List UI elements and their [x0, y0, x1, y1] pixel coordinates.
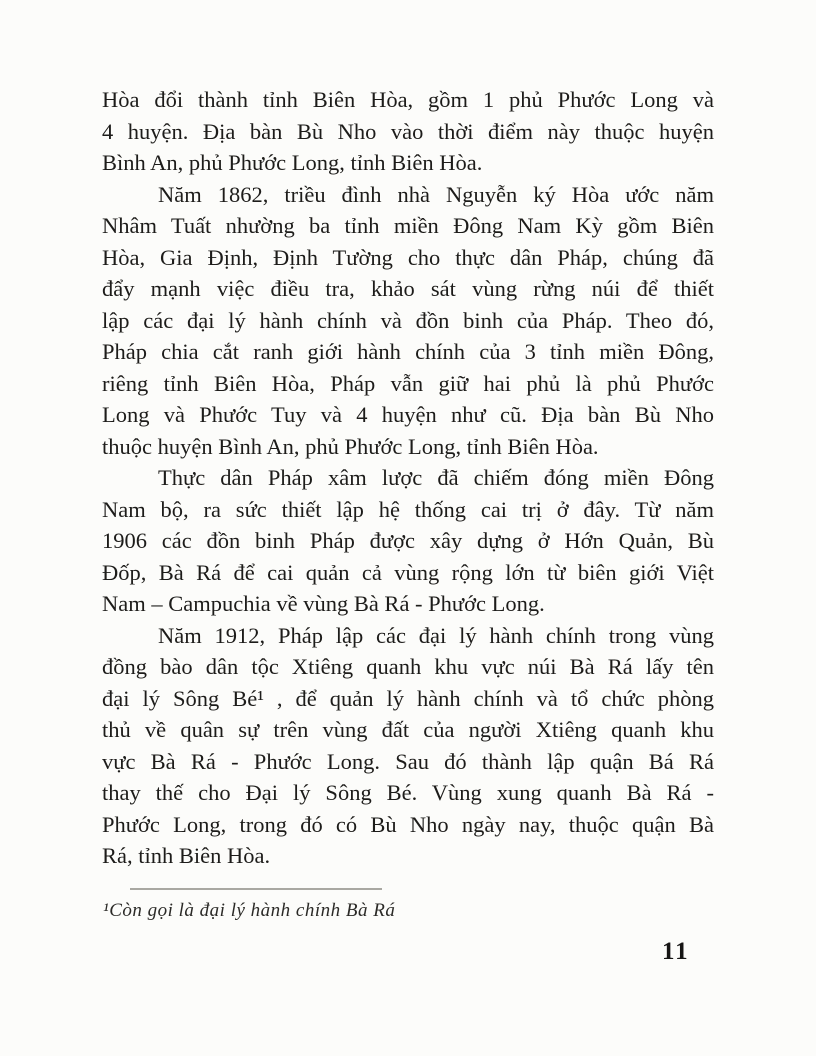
paragraph: [102, 179, 714, 463]
text-line: Phước Long, trong đó có Bù Nho ngày nay, thuộc quận Bà: [102, 811, 714, 837]
text-line: Rá, tỉnh Biên Hòa.: [102, 843, 271, 868]
text-line: Pháp chia cắt ranh giới hành chính của 3 tỉnh miền Đông,: [102, 339, 714, 364]
text-line: Năm 1912, Pháp lập các đại lý hành chính trong vùng: [158, 622, 714, 648]
text-line: riêng tỉnh Biên Hòa, Pháp vẫn giữ hai phủ là phủ Phước: [102, 370, 714, 396]
text-line: Năm 1862, triều đình nhà Nguyễn ký Hòa ước năm: [158, 181, 714, 207]
text-line: 1906 các đồn binh Pháp được xây dựng ở Hớn Quản, Bù: [102, 528, 714, 553]
paragraph: [102, 620, 714, 872]
body-text: [102, 84, 714, 872]
text-line: đồng bào dân tộc Xtiêng quanh khu vực núi Bà Rá lấy tên: [102, 654, 714, 679]
text-line: Nam bộ, ra sức thiết lập hệ thống cai trị ở đây. Từ năm: [102, 496, 714, 522]
text-line: Hòa, Gia Định, Định Tường cho thực dân Pháp, chúng đã: [102, 244, 714, 270]
text-line: Đốp, Bà Rá để cai quản cả vùng rộng lớn từ biên giới Việt: [102, 559, 714, 585]
paragraph: [102, 462, 714, 620]
text-line: Nhâm Tuất nhường ba tỉnh miền Đông Nam Kỳ gồm Biên: [102, 213, 714, 238]
text-line: thay thế cho Đại lý Sông Bé. Vùng xung quanh Bà Rá -: [102, 780, 714, 805]
paragraph: [102, 84, 714, 179]
text-line: thủ về quân sự trên vùng đất của người Xtiêng quanh khu: [102, 717, 714, 742]
page-number: 11: [662, 938, 690, 965]
footnote: ¹Còn gọi là đại lý hành chính Bà Rá: [103, 900, 396, 921]
footnote-divider: [130, 888, 382, 890]
text-line: lập các đại lý hành chính và đồn binh của Pháp. Theo đó,: [102, 307, 714, 333]
text-line: Hòa đổi thành tỉnh Biên Hòa, gồm 1 phủ Phước Long và: [102, 87, 714, 112]
text-line: Thực dân Pháp xâm lược đã chiếm đóng miền Đông: [158, 465, 714, 490]
text-line: Nam – Campuchia về vùng Bà Rá - Phước Long.: [102, 591, 545, 616]
text-line: đại lý Sông Bé¹ , để quản lý hành chính và tổ chức phòng: [102, 685, 714, 711]
text-line: Long và Phước Tuy và 4 huyện như cũ. Địa bàn Bù Nho: [102, 402, 714, 427]
text-line: thuộc huyện Bình An, phủ Phước Long, tỉnh Biên Hòa.: [102, 433, 599, 459]
text-line: 4 huyện. Địa bàn Bù Nho vào thời điểm này thuộc huyện: [102, 118, 714, 144]
text-line: vực Bà Rá - Phước Long. Sau đó thành lập quận Bá Rá: [102, 748, 714, 774]
text-line: đẩy mạnh việc điều tra, khảo sát vùng rừng núi để thiết: [102, 276, 714, 301]
text-line: Bình An, phủ Phước Long, tỉnh Biên Hòa.: [102, 150, 483, 175]
